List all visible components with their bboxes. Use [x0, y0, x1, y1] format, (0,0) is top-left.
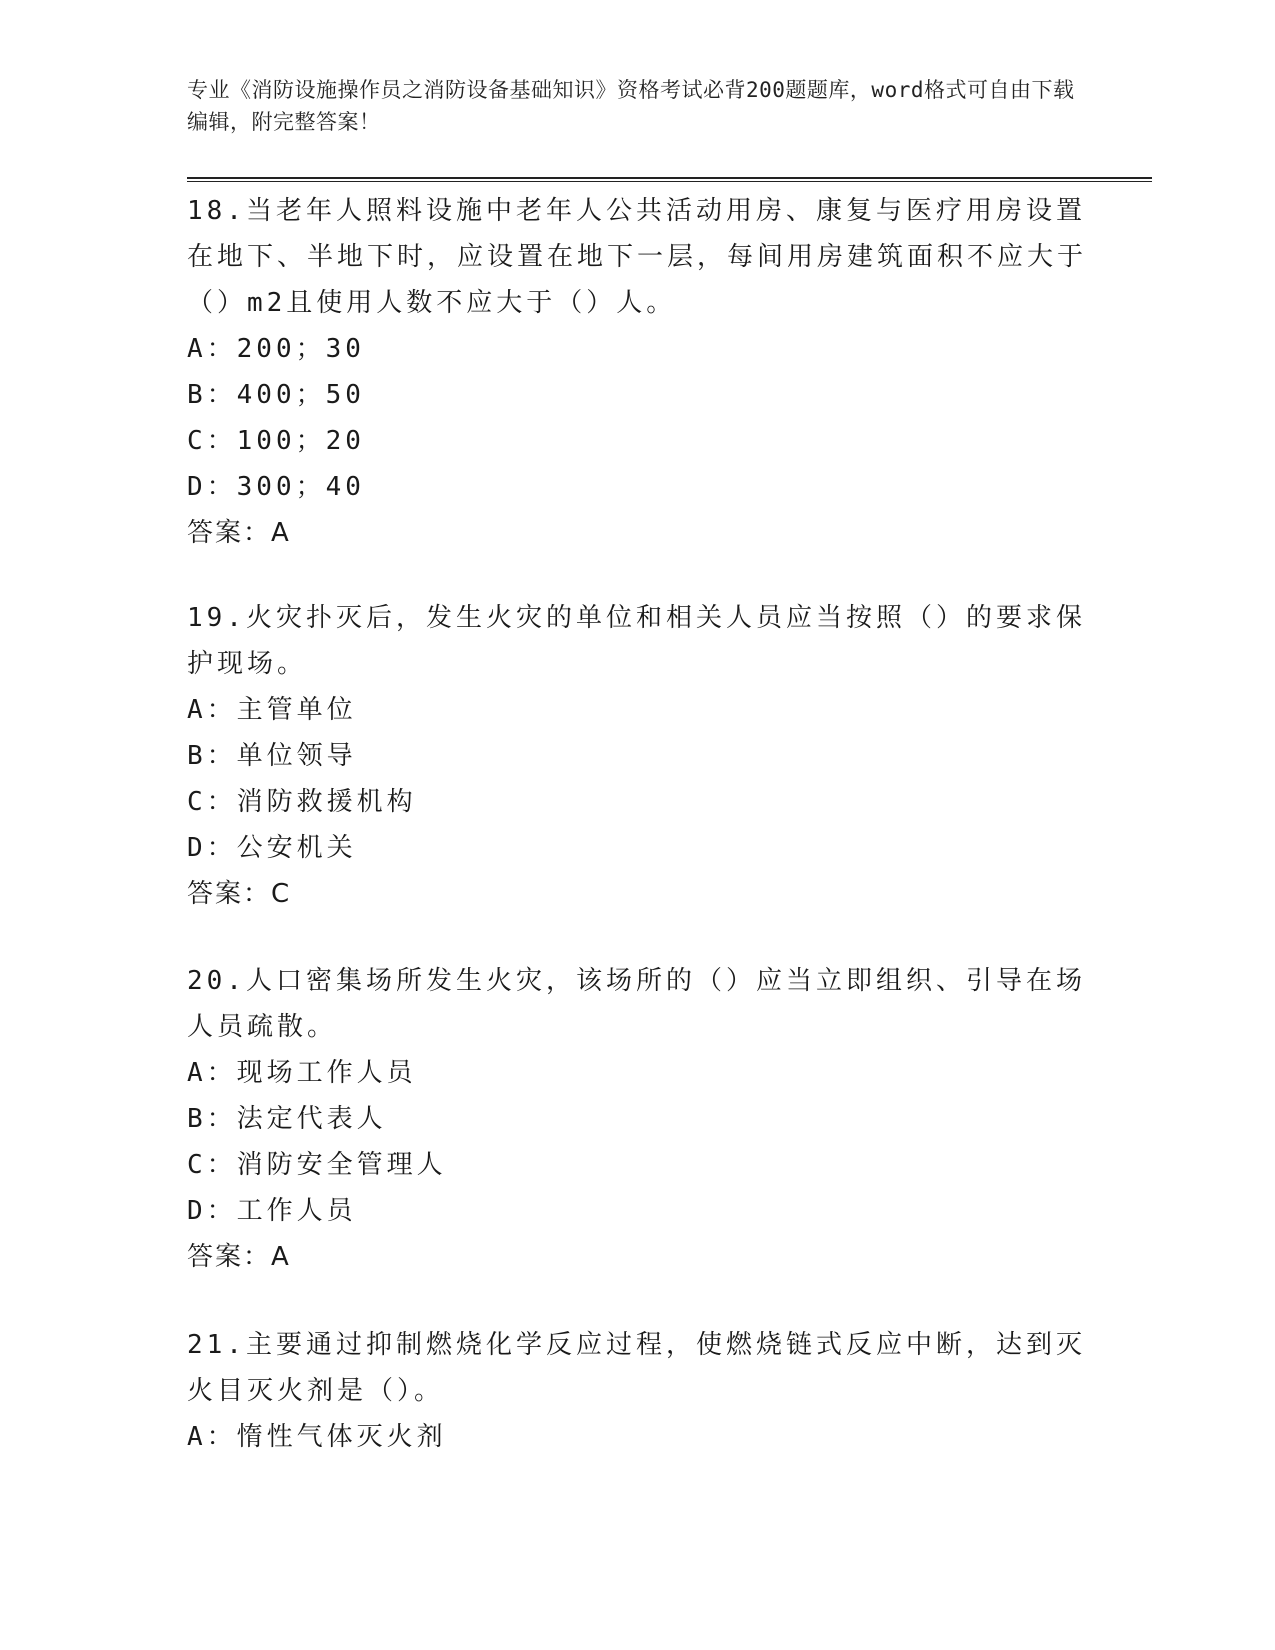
option-c: C：100；20 [187, 426, 365, 456]
option-b: B：400；50 [187, 380, 365, 410]
answer: 答案：C [187, 879, 292, 909]
answer: 答案：A [187, 518, 291, 548]
header-divider [187, 177, 1152, 182]
question-19 [187, 595, 1087, 917]
question-20 [187, 958, 1087, 1280]
option-a: A：200；30 [187, 334, 365, 364]
option-a: A：现场工作人员 [187, 1058, 417, 1088]
question-stem: 18.当老年人照料设施中老年人公共活动用房、康复与医疗用房设置在地下、半地下时，应设置在地下一层，每间用房建筑面积不应大于（）m2且使用人数不应大于（）人。 [187, 196, 1088, 318]
question-21 [187, 1322, 1087, 1460]
option-a: A：主管单位 [187, 695, 357, 725]
option-c: C：消防安全管理人 [187, 1150, 447, 1180]
question-stem: 20.人口密集场所发生火灾，该场所的（）应当立即组织、引导在场人员疏散。 [187, 966, 1086, 1042]
option-c: C：消防救援机构 [187, 787, 417, 817]
option-d: D：公安机关 [187, 833, 357, 863]
page-header [187, 74, 1087, 138]
option-b: B：单位领导 [187, 741, 357, 771]
option-b: B：法定代表人 [187, 1104, 387, 1134]
answer: 答案：A [187, 1242, 291, 1272]
header-text: 专业《消防设施操作员之消防设备基础知识》资格考试必背200题题库，word格式可自由下载编辑，附完整答案！ [187, 78, 1075, 134]
option-d: D：工作人员 [187, 1196, 357, 1226]
question-stem: 19.火灾扑灭后，发生火灾的单位和相关人员应当按照（）的要求保护现场。 [187, 603, 1086, 679]
question-stem: 21.主要通过抑制燃烧化学反应过程，使燃烧链式反应中断，达到灭火目灭火剂是（）。 [187, 1330, 1086, 1406]
question-18 [187, 188, 1087, 556]
option-d: D：300；40 [187, 472, 365, 502]
option-a: A：惰性气体灭火剂 [187, 1422, 447, 1452]
